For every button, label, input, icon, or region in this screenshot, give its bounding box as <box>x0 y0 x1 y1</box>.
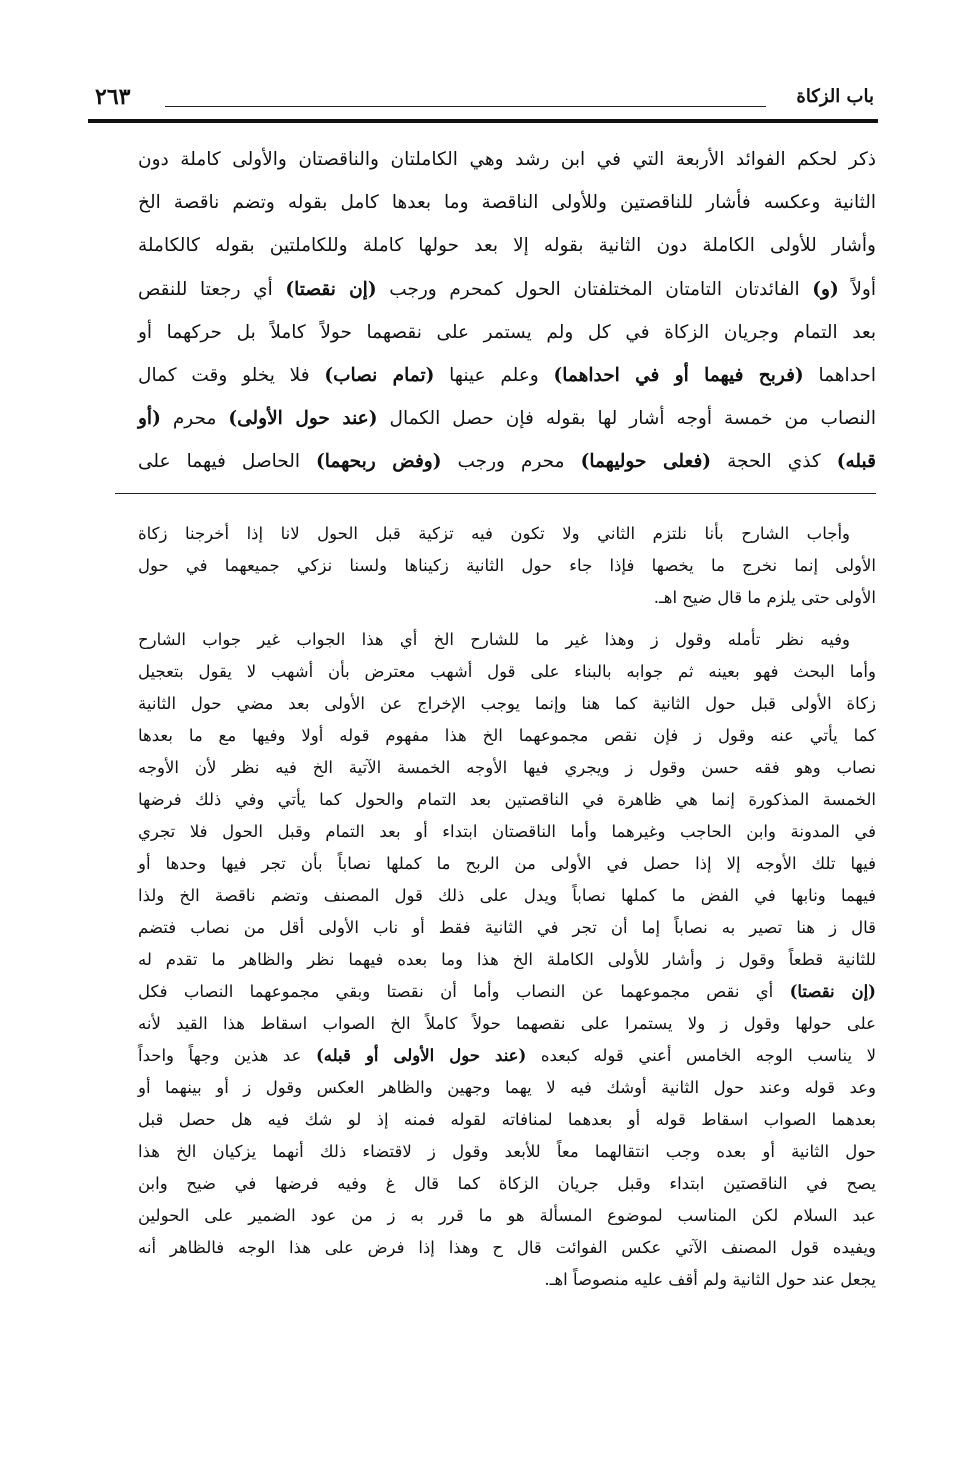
text-segment: وأما البحث فهو بعينه ثم جوابه بالبناء على قول أشهب معترض بأن أشهب لا يقول بتعجيل <box>138 662 876 681</box>
text-line <box>138 944 876 976</box>
text-segment: فيها تلك الأوجه إلا إذا حصل في الأولى من الربح ما كملها نصاباً بأن تجر فيها وحدها أو <box>138 854 876 873</box>
bold-matn-text: (إن نقصتا) <box>285 278 377 300</box>
header-line <box>165 106 766 107</box>
text-line <box>138 354 876 397</box>
text-segment: زكاة الأولى قبل حول الثانية كما هنا وإنما يوجب الإخراج عن الأولى بعد مضي حول الثانية <box>138 694 876 713</box>
footnote-paragraph-2 <box>138 624 876 1296</box>
text-line <box>138 1040 876 1072</box>
header-rule <box>88 119 878 123</box>
text-segment: بعدهما الصواب اسقاط قوله أو بعدهما لمنافاته لقوله فمنه إذ لو شك فيه هل حصل قبل <box>138 1110 876 1129</box>
chapter-title: باب الزكاة <box>796 86 874 107</box>
text-segment: وعلم عينها <box>434 364 554 386</box>
text-line <box>138 848 876 880</box>
text-segment: على حولها وقول ز ولا يستمرا على نقصهما حولاً كاملاً الخ الصواب اسقاط هذا القيد لأنه <box>138 1014 876 1033</box>
text-segment: النصاب من خمسة أوجه أشار لها بقوله فإن حصل الكمال <box>377 408 876 430</box>
text-segment: الأولى إنما نخرج ما يخصها فإذا جاء حول الثانية زكيناها ولسنا نزكي جميعهما في حول <box>138 556 876 575</box>
text-line <box>138 688 876 720</box>
footnote-paragraph-1 <box>138 518 876 614</box>
text-line <box>138 976 876 1008</box>
text-segment: بعد التمام وجريان الزكاة في كل ولم يستمر على نقصهما حولاً كاملاً بل حركهما أو <box>138 321 876 343</box>
text-segment: الفائدتان التامتان المختلفتان الحول كمحرم ورجب <box>376 278 813 300</box>
text-segment: ذكر لحكم الفوائد الأربعة التي في ابن رشد وهي الكاملتان والناقصتان والأولى كاملة دون <box>138 149 876 170</box>
text-line <box>138 311 876 354</box>
bold-matn-text: (فعلى حوليهما) <box>580 451 712 473</box>
text-line <box>138 1008 876 1040</box>
text-segment: يجعل عند حول الثانية ولم أقف عليه منصوصاً اهـ. <box>544 1270 876 1289</box>
text-segment: ويفيده قول المصنف الآتي عكس الفوائت قال ح وهذا إذا فرض على هذا الوجه فالظاهر أنه <box>138 1238 876 1257</box>
text-line <box>138 440 876 483</box>
bold-matn-text: (و) <box>812 278 839 300</box>
text-line <box>138 268 876 311</box>
text-segment: احداهما <box>803 364 876 386</box>
text-segment: محرم <box>160 408 229 430</box>
bold-matn-text: (فربح فيهما أو في احداهما) <box>553 364 804 386</box>
text-segment: الخمسة المذكورة إنما هي ظاهرة في الناقصتين بعد التمام والحول كما يأتي وفي ذلك فرضها <box>138 790 876 809</box>
text-line <box>138 1232 876 1264</box>
page-number: ٢٦٣ <box>95 84 131 110</box>
text-segment: قال ز هنا تصير به نصاباً إما أن تجر في الثانية فقط أو ناب الأولى أقل من نصاب فتضم <box>138 918 876 937</box>
footnote-separator <box>115 493 876 494</box>
text-line <box>138 656 876 688</box>
bold-matn-text: (تمام نصاب) <box>324 364 435 386</box>
bold-matn-text: (إن نقصتا) <box>789 982 876 1001</box>
bold-matn-text: قبله) <box>836 451 876 473</box>
text-segment: وعد قوله وعند حول الثانية أوشك فيه لا يهما وجهين والظاهر العكس وقول ز أو بينهما أو <box>138 1078 876 1097</box>
text-segment: يصح في الناقصتين ابتداء وقبل جريان الزكاة كما قال غ وفيه فرضها في ضيح وابن <box>138 1174 876 1193</box>
text-line <box>138 1072 876 1104</box>
text-line <box>138 912 876 944</box>
text-segment: وأشار للأولى الكاملة دون الثانية بقوله إلا بعد حولها كاملة وللكاملتين بقوله كالكاملة <box>138 235 876 257</box>
text-line <box>138 880 876 912</box>
text-segment: أولاً <box>838 278 876 300</box>
text-line <box>138 1104 876 1136</box>
text-line <box>138 816 876 848</box>
text-segment: عبد السلام لكن المناسب لموضوع المسألة هو ما قرر به ز من عود الضمير على الحولين <box>138 1206 876 1225</box>
text-segment: للثانية قطعاً وقول ز وأشار للأولى الكاملة الخ هذا وما بعده فيهما نظر والظاهر ما تقدم له <box>138 950 876 969</box>
text-line <box>138 582 876 614</box>
text-line <box>138 1264 876 1296</box>
text-line <box>138 138 876 181</box>
text-line <box>138 1168 876 1200</box>
text-line <box>138 224 876 267</box>
text-segment: الأولى حتى يلزم ما قال ضيح اهـ. <box>653 588 876 607</box>
text-line <box>138 397 876 440</box>
main-text <box>138 138 876 484</box>
text-line <box>138 624 876 656</box>
text-segment: كما يأتي عنه وقول ز فإن نقص مجموعهما الخ هذا مفهوم قوله أولا وفيها مع ما بعدها <box>138 726 876 745</box>
bold-matn-text: (وفض ربحهما) <box>316 451 442 473</box>
text-segment: أي نقص مجموعهما عن النصاب وأما أن نقصتا وبقي مجموعهما النصاب فكل <box>138 982 790 1001</box>
text-line <box>138 1200 876 1232</box>
bold-matn-text: (عند حول الأولى) <box>228 408 378 430</box>
text-segment: الثانية وعكسه فأشار للناقصتين وللأولى الناقصة وما بعدها كامل بقوله وتضم ناقصة الخ <box>138 192 876 214</box>
text-segment: في المدونة وابن الحاجب وغيرهما وأما الناقصتان ابتداء أو بعد التمام وقبل الحول فلا تجري <box>138 822 876 841</box>
text-segment: فيهما ونابها في الفض ما كملها نصاباً ويدل على ذلك قول المصنف وتضم ناقصة الخ ولذا <box>138 886 876 905</box>
text-segment: كذي الحجة <box>711 451 837 473</box>
bold-matn-text: (عند حول الأولى أو قبله) <box>315 1046 527 1065</box>
bold-matn-text: (أو <box>138 408 161 430</box>
text-line <box>138 784 876 816</box>
text-segment: وفيه نظر تأمله وقول ز وهذا غير ما للشارح الخ أي هذا الجواب غير جواب الشارح <box>138 630 850 649</box>
text-segment: حول الثانية أو بعده وجب انتقالهما معاً للأبعد وقول ز لاقتضاء ذلك أنهما يزكيان الخ هذا <box>138 1142 876 1161</box>
text-segment: نصاب وهو فقه حسن وقول ز ويجري فيها الأوجه الخمسة الآتية الخ فيه نظر لأن الأوجه <box>138 758 876 777</box>
text-segment: عد هذين وجهاً واحداً <box>138 1046 316 1065</box>
text-segment: أي رجعتا للنقص <box>138 278 286 300</box>
text-line <box>138 720 876 752</box>
text-line <box>138 1136 876 1168</box>
text-segment: الحاصل فيهما على <box>138 451 317 473</box>
text-line <box>138 550 876 582</box>
text-line <box>138 518 876 550</box>
text-segment: فلا يخلو وقت كمال <box>138 364 325 386</box>
text-segment: لا يناسب الوجه الخامس أعني قوله كبعده <box>526 1046 876 1065</box>
text-line <box>138 752 876 784</box>
text-line <box>138 181 876 224</box>
text-segment: محرم ورجب <box>441 451 581 473</box>
text-segment: وأجاب الشارح بأنا نلتزم الثاني ولا تكون فيه تزكية قبل الحول لانا إذا أخرجنا زكاة <box>138 524 850 543</box>
